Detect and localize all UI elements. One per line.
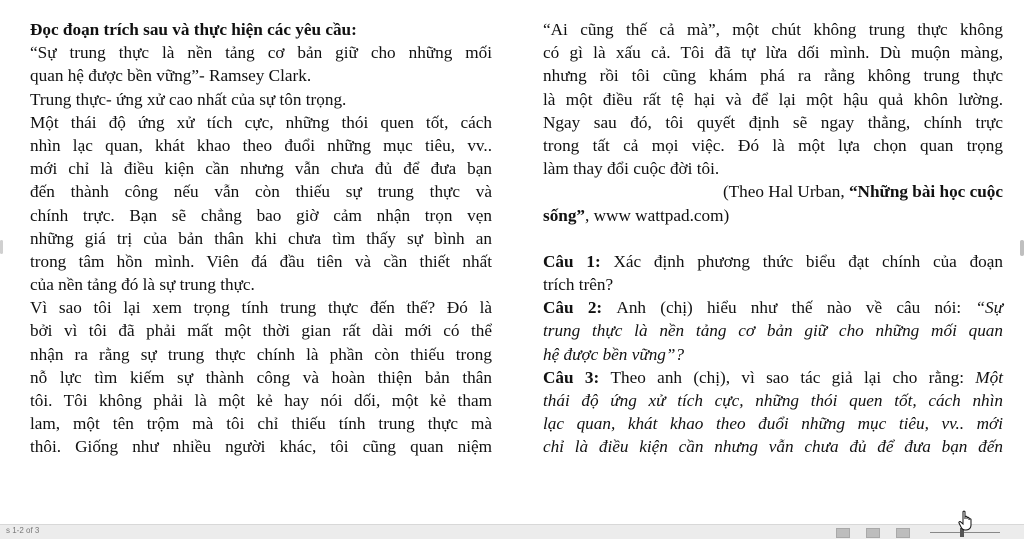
passage-line: Trung thực- ứng xử cao nhất của sự tôn trọng. — [30, 89, 347, 109]
passage-line: mới chỉ là điều kiện cần nhưng vẫn chưa đủ để đưa bạn — [30, 159, 492, 179]
page-info: s 1-2 of 3 — [6, 526, 40, 535]
passage-line: tôi. Tôi không phải là một kẻ hay nói dối, một kẻ tham — [30, 391, 492, 410]
source-suffix: , www wattpad.com) — [585, 205, 730, 225]
passage-line: thôi. Giống như nhiều người khác, tôi cũng quan niệm — [30, 437, 492, 457]
right-edge-handle[interactable] — [1020, 240, 1024, 256]
passage-line: trong tâm hồn mình. Viên đá đầu tiên và cần thiết nhất — [30, 251, 492, 271]
passage-line: “Ai cũng thế cả mà”, một chút không trung thực không — [543, 20, 1003, 39]
question-label: Câu 1 — [543, 251, 595, 271]
question-quote: Một — [975, 367, 1003, 387]
passage-line: những giá trị của bản thân khi chưa tìm thấy sự bình an — [30, 228, 492, 248]
passage-line: làm thay đổi cuộc đời tôi. — [543, 159, 720, 179]
web-layout-button[interactable] — [896, 528, 910, 538]
print-layout-button[interactable] — [866, 528, 880, 538]
left-edge-handle[interactable] — [0, 240, 3, 254]
left-column — [30, 18, 492, 459]
status-bar — [0, 524, 1024, 539]
passage-line: của nền tảng đó là sự trung thực. — [30, 275, 255, 295]
question-lead: Anh (chị) hiểu như thế nào về câu nói: — [616, 298, 976, 318]
passage-line: Vì sao tôi lại xem trọng tính trung thực đến thế? Đó là — [30, 298, 492, 318]
question-quote: chỉ là điều kiện cần nhưng vẫn chưa đủ để đưa bạn đến — [543, 437, 1003, 457]
zoom-slider[interactable] — [930, 532, 1000, 533]
passage-line: chính trực. Bạn sẽ chẳng bao giờ cảm nhận trọn vẹn — [30, 205, 492, 225]
question-quote: “Sự — [975, 298, 1003, 318]
read-mode-button[interactable] — [836, 528, 850, 538]
exercise-heading: Đọc đoạn trích sau và thực hiện các yêu cầu: — [30, 20, 357, 39]
passage-line: nhận ra rằng sự trung thực chính là phần còn thiếu trong — [30, 344, 492, 364]
passage-line: đến thành công nếu vẫn còn thiếu sự trung thực và — [30, 182, 492, 202]
source-citation — [543, 180, 1003, 203]
passage-line: Ngay sau đó, tôi quyết định sẽ ngay thẳng, chính trực — [543, 112, 1003, 132]
passage-line: quan hệ được bền vững”- Ramsey Clark. — [30, 66, 312, 86]
source-title: sống” — [543, 205, 586, 225]
passage-line: có gì là xấu cả. Tôi đã tự lừa dối mình. Dù muộn màng, — [543, 43, 1003, 63]
question-lead: Theo anh (chị), vì sao tác giả lại cho rằng: — [610, 367, 976, 387]
passage-line: “Sự trung thực là nền tảng cơ bản giữ cho những mối — [30, 43, 492, 63]
source-prefix: (Theo Hal Urban, — [722, 182, 849, 202]
question-3: Câu 3: Theo anh (chị), vì sao tác giả lại cho rằng: Một — [543, 367, 1003, 387]
right-column — [543, 18, 1003, 459]
question-text: Xác định phương thức biểu đạt chính của đoạn — [613, 251, 1003, 271]
passage-line: nhìn lạc quan, khát khao theo đuổi những mục tiêu, vv.. — [30, 135, 492, 155]
question-quote: hệ được bền vững”? — [543, 344, 685, 364]
question-quote: thái độ ứng xử tích cực, những thói quen tốt, cách nhìn — [543, 391, 1003, 410]
passage-line: là một điều rất tệ hại và để lại một hậu quả khôn lường. — [543, 89, 1003, 109]
hand-cursor-icon — [958, 510, 974, 532]
question-1: Câu 1: Xác định phương thức biểu đạt chính của đoạn — [543, 251, 1003, 271]
source-citation-cont — [543, 204, 1003, 227]
passage-line: nỗ lực tìm kiếm sự thành công và hoàn thiện bản thân — [30, 367, 492, 387]
passage-line: Một thái độ ứng xử tích cực, những thói quen tốt, cách — [30, 112, 492, 132]
passage-line: bởi vì tôi đã phải mất một thời gian rất dài mới có thể — [30, 321, 492, 341]
question-2: Câu 2: Anh (chị) hiểu như thế nào về câu nói: “Sự — [543, 298, 1003, 318]
source-title: “Những bài học cuộc — [848, 182, 1003, 202]
question-label: Câu 2 — [543, 298, 597, 318]
question-quote: lạc quan, khát khao theo đuổi những mục tiêu, vv.. mới — [543, 414, 1003, 434]
spacer — [543, 227, 1003, 250]
passage-line: lam, một tên trộm mà tôi chỉ thiếu tính trung thực mà — [30, 414, 492, 434]
question-quote: trung thực là nền tảng cơ bản giữ cho những mối quan — [543, 321, 1003, 341]
question-label: Câu 3 — [543, 367, 594, 387]
passage-line: nhưng rồi tôi cũng khám phá ra rằng không trung thực — [543, 66, 1003, 86]
question-text: trích trên? — [543, 275, 614, 295]
passage-line: trong tất cả mọi việc. Đó là một lựa chọn quan trọng — [543, 135, 1003, 155]
